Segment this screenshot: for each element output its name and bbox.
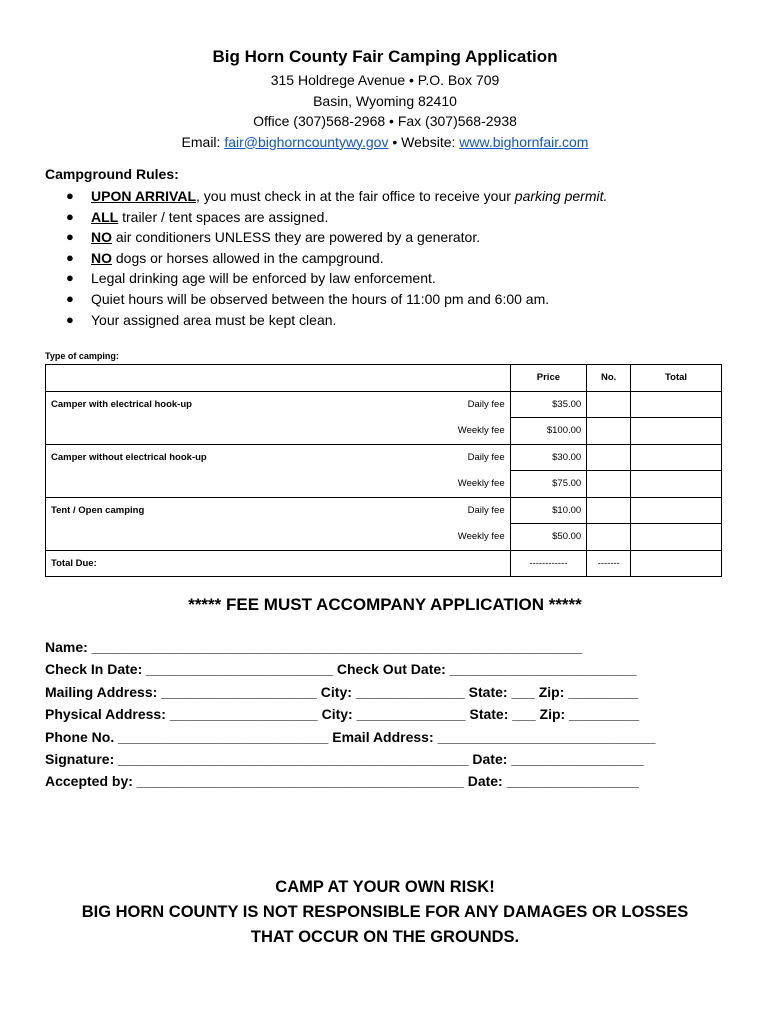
rule-emphasis: NO <box>91 229 112 246</box>
rule-text: trailer / tent spaces are assigned. <box>118 208 329 225</box>
bullet-icon: ● <box>66 208 74 224</box>
rule-emphasis: ALL <box>91 208 119 225</box>
type-cell <box>46 444 511 471</box>
table-row <box>46 524 722 551</box>
type-cell <box>46 418 511 445</box>
fee-period: Weekly fee <box>457 531 505 542</box>
liability-line-2: THAT OCCUR ON THE GROUNDS. <box>250 928 520 946</box>
price-cell: $35.00 <box>510 391 587 418</box>
header-total: Total <box>631 365 722 392</box>
rule-emphasis: UPON ARRIVAL <box>91 188 196 204</box>
total-due-price-dashes: ------------ <box>510 550 587 577</box>
rule-text: dogs or horses allowed in the campground. <box>112 249 384 266</box>
total-due-no-dashes: ------- <box>587 550 631 577</box>
accepted-by-field[interactable]: Accepted by: __________________________________________ Date: _________________ <box>45 773 639 790</box>
rule-text: , you must check in at the fair office to receive your <box>196 188 515 204</box>
fee-period: Daily fee <box>467 399 505 410</box>
price-cell: $100.00 <box>510 418 587 445</box>
total-input-cell[interactable] <box>631 524 722 551</box>
camping-type: Camper with electrical hook-up <box>51 399 192 410</box>
rule-text: Your assigned area must be kept clean. <box>91 311 337 328</box>
physical-address-field[interactable]: Physical Address: ___________________ City: ______________ State: ___ Zip: _________ <box>45 706 640 723</box>
rule-item <box>66 289 607 310</box>
quantity-input-cell[interactable] <box>587 444 631 471</box>
type-cell <box>46 471 511 498</box>
email-link[interactable]: fair@bighorncountywy.gov <box>224 133 389 150</box>
quantity-input-cell[interactable] <box>587 524 631 551</box>
price-cell: $75.00 <box>510 471 587 498</box>
separator-bullet: • <box>392 133 398 150</box>
fee-period: Daily fee <box>467 505 505 516</box>
bullet-icon: ● <box>66 188 74 203</box>
rule-text: Quiet hours will be observed between the hours of 11:00 pm and 6:00 am. <box>91 290 550 307</box>
quantity-input-cell[interactable] <box>587 391 631 418</box>
rules-title: Campground Rules: <box>45 166 179 182</box>
type-of-camping-label: Type of camping: <box>45 351 119 361</box>
table-row <box>46 497 722 524</box>
bullet-icon: ● <box>66 290 74 306</box>
total-input-cell[interactable] <box>631 471 722 498</box>
page-title: Big Horn County Fair Camping Application <box>212 47 558 66</box>
rule-item <box>66 248 607 269</box>
table-row <box>46 418 722 445</box>
check-in-out-field[interactable]: Check In Date: ________________________ Check Out Date: ________________________ <box>45 661 637 678</box>
mailing-address-field[interactable]: Mailing Address: ____________________ City: ______________ State: ___ Zip: _________ <box>45 683 639 700</box>
risk-warning: CAMP AT YOUR OWN RISK! <box>275 878 495 896</box>
total-input-cell[interactable] <box>631 391 722 418</box>
liability-line-1: BIG HORN COUNTY IS NOT RESPONSIBLE FOR ANY DAMAGES OR LOSSES <box>81 903 689 921</box>
total-due-input-cell[interactable] <box>631 550 722 577</box>
phone-fax-line: Office (307)568-2968 • Fax (307)568-2938 <box>253 113 517 129</box>
name-field[interactable]: Name: _______________________________________________________________ <box>45 639 583 655</box>
email-label: Email: <box>181 133 221 150</box>
rule-text: Legal drinking age will be enforced by law enforcement. <box>91 270 436 287</box>
bullet-icon: ● <box>66 229 74 245</box>
header-blank-cell <box>46 365 511 392</box>
type-cell <box>46 524 511 551</box>
table-row <box>46 391 722 418</box>
total-due-label: Total Due: <box>46 550 511 577</box>
quantity-input-cell[interactable] <box>587 471 631 498</box>
rule-italic: parking permit. <box>514 188 608 204</box>
address-line-1: 315 Holdrege Avenue • P.O. Box 709 <box>270 72 500 88</box>
total-input-cell[interactable] <box>631 418 722 445</box>
rules-list <box>66 186 607 330</box>
type-cell <box>46 497 511 524</box>
table-header-row <box>46 365 722 392</box>
total-input-cell[interactable] <box>631 444 722 471</box>
rule-item <box>66 186 607 207</box>
rule-item <box>66 310 607 331</box>
price-cell: $50.00 <box>510 524 587 551</box>
price-cell: $10.00 <box>510 497 587 524</box>
camping-type: Tent / Open camping <box>51 505 145 516</box>
rule-text: air conditioners UNLESS they are powered by a generator. <box>112 229 481 246</box>
bullet-icon: ● <box>66 270 74 286</box>
bullet-icon: ● <box>66 249 74 265</box>
rule-emphasis: NO <box>91 249 112 266</box>
quantity-input-cell[interactable] <box>587 497 631 524</box>
website-link[interactable]: www.bighornfair.com <box>459 133 589 150</box>
bullet-icon: ● <box>66 311 74 327</box>
total-due-row <box>46 550 722 577</box>
header-price: Price <box>510 365 587 392</box>
contact-line <box>0 134 770 150</box>
fee-period: Daily fee <box>467 452 505 463</box>
fee-table <box>45 364 722 577</box>
fee-period: Weekly fee <box>457 425 505 436</box>
table-row <box>46 444 722 471</box>
rule-item <box>66 207 607 228</box>
signature-field[interactable]: Signature: _____________________________________________ Date: _________________ <box>45 750 644 767</box>
rule-item <box>66 227 607 248</box>
type-cell <box>46 391 511 418</box>
phone-email-field[interactable]: Phone No. ___________________________ Email Address: ____________________________ <box>45 728 656 745</box>
price-cell: $30.00 <box>510 444 587 471</box>
fee-notice: ***** FEE MUST ACCOMPANY APPLICATION ***** <box>188 595 582 614</box>
header-no: No. <box>587 365 631 392</box>
website-label: Website: <box>401 133 456 150</box>
total-input-cell[interactable] <box>631 497 722 524</box>
address-line-2: Basin, Wyoming 82410 <box>313 92 457 109</box>
rule-item <box>66 268 607 289</box>
fee-period: Weekly fee <box>457 478 505 489</box>
camping-type: Camper without electrical hook-up <box>51 452 207 463</box>
table-row <box>46 471 722 498</box>
applicant-fields <box>45 636 656 793</box>
quantity-input-cell[interactable] <box>587 418 631 445</box>
